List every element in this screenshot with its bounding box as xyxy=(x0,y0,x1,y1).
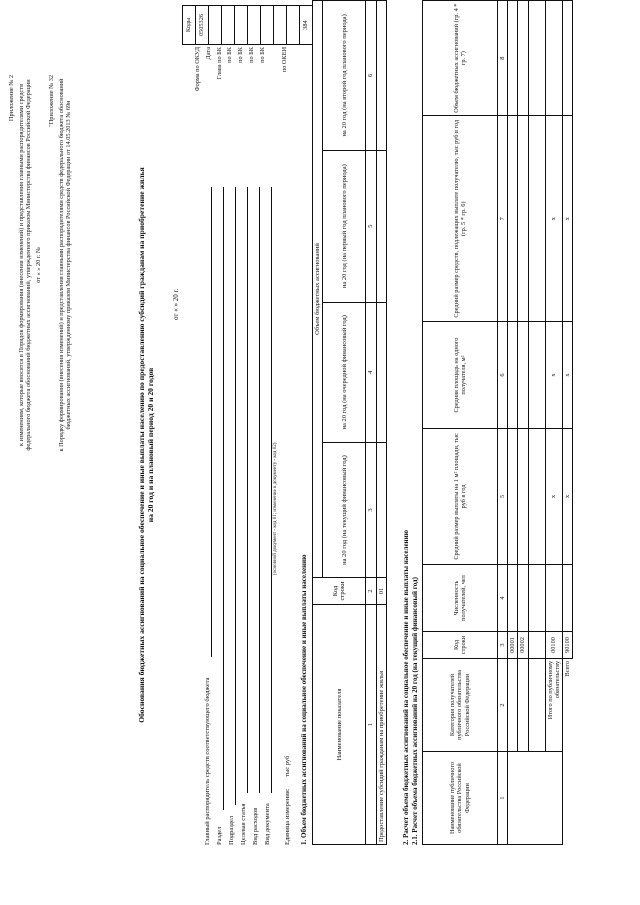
code-label-vid: по БК xyxy=(258,47,266,63)
s2-cell xyxy=(528,632,545,659)
s2-cell xyxy=(528,1,545,116)
s2-cell xyxy=(508,428,518,564)
okei-code: 384 xyxy=(300,6,313,45)
appendix-text: к изменениям, которые вносятся в Порядок формирования (внесения изменений) и представления главными распорядителями средств федерального бюджета обоснований бюджетных ассигнований, утвержденного приказом Министерства финансов Российской Федерации xyxy=(17,79,33,451)
code-label-glava: Глава по БК xyxy=(215,47,223,80)
s2-total-all-label: Всего xyxy=(563,659,573,845)
s1-value xyxy=(376,150,386,302)
code-label-tsel: по БК xyxy=(247,47,255,63)
s2-cell xyxy=(563,565,573,632)
s1-num: 6 xyxy=(366,1,376,151)
s2-num: 6 xyxy=(498,322,508,429)
s2-num: 1 xyxy=(498,752,508,845)
date-field: от « » 20 г. xyxy=(172,288,180,320)
s2-total-all-code: 90100 xyxy=(563,632,573,659)
s2-cell xyxy=(528,322,545,429)
s2-cell xyxy=(545,565,562,632)
form-okud-label: Форма по ОКУД xyxy=(194,47,201,92)
s1-value xyxy=(376,1,386,151)
s2-col-code: Код строки xyxy=(423,632,498,659)
field-podrazdel-line xyxy=(235,187,236,805)
code-cell xyxy=(222,6,235,45)
code-cell xyxy=(209,6,222,45)
s2-row-code: 00002 xyxy=(518,632,528,659)
field-grbs-line xyxy=(211,187,212,657)
units-value: тыс руб xyxy=(284,755,291,777)
s2-num: 2 xyxy=(498,659,508,752)
codes-header: Коды xyxy=(183,6,196,45)
appendix-date: от « » 20 г. № xyxy=(34,247,42,283)
code-cell xyxy=(261,6,274,45)
s2-total-pub-label: Итого по публичному обязательству xyxy=(545,659,562,752)
s2-col-avg-payment: Средний размер выплаты на 1 м² площади, тыс руб в год xyxy=(423,428,498,564)
doc-type-hint: (основной документ - код 01; изменение к документу - код 02) xyxy=(273,442,278,575)
s2-category-cell xyxy=(518,659,528,752)
s2-cell xyxy=(545,1,562,116)
units-label: Единица измерения: xyxy=(284,788,291,845)
field-vidrashodov-line xyxy=(259,187,260,793)
s2-col-category: Категория получателей публичного обязательства Российской Федерации xyxy=(423,659,498,752)
s2-obligation-cell xyxy=(508,752,563,845)
s2-cell xyxy=(518,322,528,429)
s2-num: 3 xyxy=(498,632,508,659)
field-grbs: Главный распорядитель средств соответствующего бюджета xyxy=(204,677,211,845)
section2-heading: 2. Расчет объема бюджетных ассигнований на социальное обеспечение и иные выплаты населению xyxy=(402,530,410,845)
code-label-date: Дата xyxy=(204,47,212,60)
code-cell xyxy=(235,6,248,45)
document-title xyxy=(138,75,155,815)
s2-row-code: 00001 xyxy=(508,632,518,659)
s1-num: 4 xyxy=(366,302,376,443)
code-cell xyxy=(248,6,261,45)
s2-x: x xyxy=(545,116,562,322)
s1-col-code: Код строки xyxy=(313,578,366,605)
s1-row-code: 01 xyxy=(376,578,386,605)
field-tselstatya-line xyxy=(247,187,248,793)
s2-cell xyxy=(518,428,528,564)
codes-labels xyxy=(182,47,290,165)
s2-cell xyxy=(518,565,528,632)
s2-x: x xyxy=(563,428,573,564)
s2-num: 4 xyxy=(498,565,508,632)
codes-table xyxy=(182,5,313,45)
s1-col-y3: на 20 год (на второй год планового периода) xyxy=(323,1,366,151)
code-label-razdel: по БК xyxy=(226,47,234,63)
s1-value xyxy=(376,443,386,578)
code-cell xyxy=(287,6,300,45)
s2-col-obligation: Наименование публичного обязательства Российской Федерации xyxy=(423,752,498,845)
s2-total-pub-code: 00100 xyxy=(545,632,562,659)
section1-table xyxy=(312,0,387,845)
s2-cell xyxy=(528,565,545,632)
form-code: 0505326 xyxy=(196,6,209,45)
field-razdel-line xyxy=(223,187,224,810)
field-viddoc: Вид документа xyxy=(264,803,271,845)
title-line-2: на 20 год и на плановый период 20 и 20 годов xyxy=(145,367,155,523)
field-podrazdel: Подраздел xyxy=(228,815,235,845)
appendix32-title: "Приложение № 32 xyxy=(48,75,56,127)
s1-num: 1 xyxy=(366,605,376,845)
s2-x: x xyxy=(545,428,562,564)
code-label-blank xyxy=(269,47,280,165)
s1-col-y1: на 20 год (на очередной финансовый год) xyxy=(323,302,366,443)
code-label-podrazdel: по БК xyxy=(237,47,245,63)
appendix-header xyxy=(8,75,75,455)
field-viddoc-line xyxy=(271,187,272,793)
s2-col-count: Численность получателей, чел xyxy=(423,565,498,632)
s1-row-label: Предоставление субсидий гражданам на приобретение жилья xyxy=(376,605,386,845)
s2-cell xyxy=(563,1,573,116)
code-label-okei: по ОКЕИ xyxy=(280,47,288,73)
s1-num: 3 xyxy=(366,443,376,578)
s2-num: 7 xyxy=(498,116,508,322)
s2-cell xyxy=(528,428,545,564)
s1-num: 2 xyxy=(366,578,376,605)
s1-col-y2: на 20 год (на первый год планового периода) xyxy=(323,150,366,302)
code-cell xyxy=(274,6,287,45)
s2-cell xyxy=(518,1,528,116)
s2-cell xyxy=(508,116,518,322)
appendix32-text: к Порядку формирования (внесения изменений) и представления главными распорядителями средств федерального бюджета обоснований бюджетных ассигнований, утвержденному приказом Министерства финансов Российской Федерации от 14.05.2013 № 69н xyxy=(57,78,73,452)
s2-x: x xyxy=(563,322,573,429)
section2-table xyxy=(422,0,573,845)
field-tselstatya: Целевая статья xyxy=(240,803,247,845)
s2-col-avg-sum: Средний размер средств, подлежащих выплате получателю, тыс руб в год (гр. 5 * гр. 6) xyxy=(423,116,498,322)
s1-col-group: Объем бюджетных ассигнований xyxy=(313,1,323,578)
field-vidrashodov: Вид расходов xyxy=(252,807,259,845)
section1-heading: 1. Объем бюджетных ассигнований на социальное обеспечение и иные выплаты населению xyxy=(300,554,308,845)
s1-col-name: Наименование показателя xyxy=(313,605,366,845)
s2-cell xyxy=(508,1,518,116)
s2-cell xyxy=(508,322,518,429)
s2-x: x xyxy=(545,322,562,429)
s2-cell xyxy=(528,116,545,322)
s2-category-cell xyxy=(528,659,545,752)
s2-num: 5 xyxy=(498,428,508,564)
appendix-title: Приложение № 2 xyxy=(8,75,15,122)
s2-cell xyxy=(508,565,518,632)
s2-num: 8 xyxy=(498,1,508,116)
s1-num: 5 xyxy=(366,150,376,302)
s2-category-cell xyxy=(508,659,518,752)
s2-col-volume: Объем бюджетных ассигнований (гр. 4 * гр. 7) xyxy=(423,1,498,116)
s2-x: x xyxy=(563,116,573,322)
s1-col-y0: на 20 год (на текущий финансовый год) xyxy=(323,443,366,578)
s1-value xyxy=(376,302,386,443)
section2-subheading: 2.1. Расчет объема бюджетных ассигнований на 20 год (на текущий финансовый год) xyxy=(411,577,419,845)
s2-col-avg-area: Средняя площадь на одного получателя, м² xyxy=(423,322,498,429)
title-line-1: Обоснования бюджетных ассигнований на социальное обеспечение и иные выплаты населению по предоставлению субсидий гражданам на приобретение жилья xyxy=(137,167,146,723)
field-razdel: Раздел xyxy=(216,826,223,845)
s2-cell xyxy=(518,116,528,322)
